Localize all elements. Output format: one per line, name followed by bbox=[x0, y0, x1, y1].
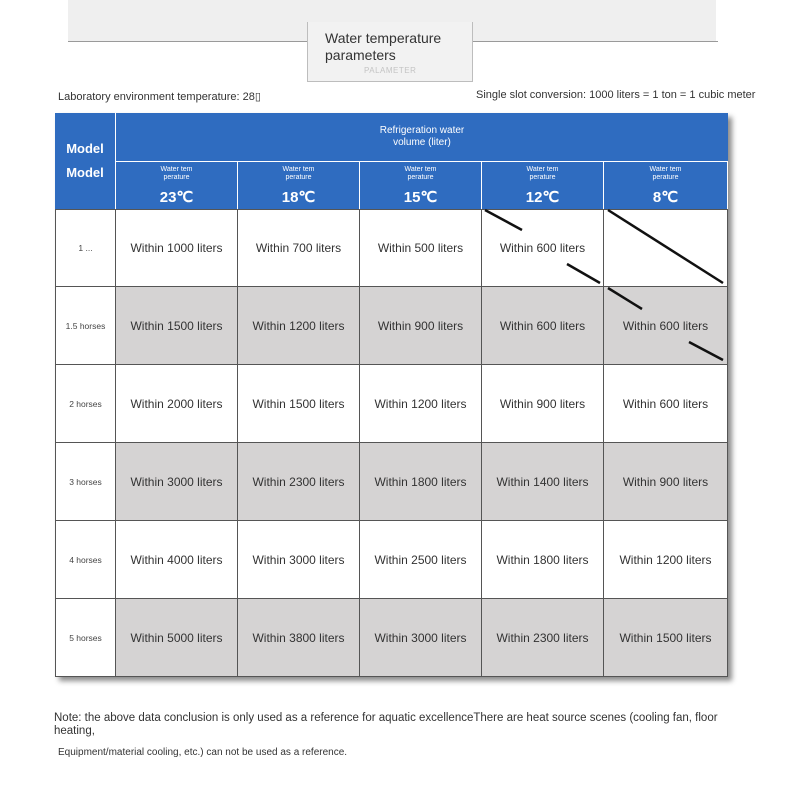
temperature-header-1 bbox=[238, 162, 360, 209]
row-model-label: 4 horses bbox=[55, 521, 116, 599]
temperature-header-label: Water tem perature bbox=[160, 166, 193, 181]
table-cell: Within 3000 liters bbox=[360, 599, 482, 677]
temperature-header-0 bbox=[116, 162, 238, 209]
table-cell: Within 1200 liters bbox=[360, 365, 482, 443]
table-cell: Within 700 liters bbox=[238, 209, 360, 287]
table-cell: Within 600 liters bbox=[604, 365, 728, 443]
footnote-line-2: Equipment/material cooling, etc.) can not be used as a reference. bbox=[58, 747, 348, 758]
header-rule-right bbox=[472, 41, 718, 42]
table-cell: Within 500 liters bbox=[360, 209, 482, 287]
table-cell: Within 600 liters bbox=[482, 209, 604, 287]
table-cell: Within 1400 liters bbox=[482, 443, 604, 521]
temperature-header-value: 12℃ bbox=[525, 189, 560, 206]
temperature-header-value: 18℃ bbox=[281, 189, 316, 206]
model-header bbox=[55, 113, 116, 209]
row-model-label: 1.5 horses bbox=[55, 287, 116, 365]
table-cell: Within 3000 liters bbox=[238, 521, 360, 599]
table-cell: Within 1200 liters bbox=[604, 521, 728, 599]
row-model-label: 2 horses bbox=[55, 365, 116, 443]
temperature-header-2 bbox=[360, 162, 482, 209]
table-cell: Within 600 liters bbox=[482, 287, 604, 365]
volume-header-label: Refrigeration water volume (liter) bbox=[379, 125, 465, 148]
title-box bbox=[307, 22, 473, 82]
footnote-line-1: Note: the above data conclusion is only used as a reference for aquatic excellenceThere are heat source scenes (cooling fan, floor heating, bbox=[54, 712, 718, 737]
table-cell: Within 600 liters bbox=[604, 287, 728, 365]
temperature-header-label: Water tem perature bbox=[526, 166, 559, 181]
row-model-label: 5 horses bbox=[55, 599, 116, 677]
temperature-header-value: 8℃ bbox=[652, 189, 679, 206]
table-cell: Within 900 liters bbox=[360, 287, 482, 365]
table-cell: Within 1500 liters bbox=[116, 287, 238, 365]
table-cell: Within 900 liters bbox=[482, 365, 604, 443]
temperature-header-3 bbox=[482, 162, 604, 209]
volume-header bbox=[116, 113, 728, 162]
row-model-label: 3 horses bbox=[55, 443, 116, 521]
temperature-header-label: Water tem perature bbox=[404, 166, 437, 181]
model-header-label-1: Model bbox=[66, 141, 104, 156]
table-cell: Within 1800 liters bbox=[482, 521, 604, 599]
table-cell: Within 2000 liters bbox=[116, 365, 238, 443]
table-cell: Within 5000 liters bbox=[116, 599, 238, 677]
table-cell: Within 3000 liters bbox=[116, 443, 238, 521]
table-cell: Within 1500 liters bbox=[238, 365, 360, 443]
temperature-header-label: Water tem perature bbox=[282, 166, 315, 181]
table-cell: Within 1000 liters bbox=[116, 209, 238, 287]
table-cell: Within 3800 liters bbox=[238, 599, 360, 677]
table-cell: Within 2300 liters bbox=[238, 443, 360, 521]
table-cell: Within 1200 liters bbox=[238, 287, 360, 365]
parameter-table bbox=[55, 113, 728, 677]
page-title: Water temperature parameters bbox=[325, 30, 442, 63]
table-cell: Within 2500 liters bbox=[360, 521, 482, 599]
table-cell: Within 1800 liters bbox=[360, 443, 482, 521]
row-model-label: 1 ... bbox=[55, 209, 116, 287]
page-title-subtext: PALAMETER bbox=[364, 66, 417, 75]
temperature-header-value: 15℃ bbox=[403, 189, 438, 206]
temperature-header-4 bbox=[604, 162, 728, 209]
table-cell: Within 1500 liters bbox=[604, 599, 728, 677]
lab-temperature-note: Laboratory environment temperature: 28▯ bbox=[58, 91, 261, 103]
header-rule-left bbox=[68, 41, 308, 42]
table-cell: Within 900 liters bbox=[604, 443, 728, 521]
table-cell: Within 4000 liters bbox=[116, 521, 238, 599]
conversion-note: Single slot conversion: 1000 liters = 1 ton = 1 cubic meter bbox=[476, 89, 756, 101]
table-cell: Within 2300 liters bbox=[482, 599, 604, 677]
table-cell bbox=[604, 209, 728, 287]
temperature-header-value: 23℃ bbox=[159, 189, 194, 206]
temperature-header-label: Water tem perature bbox=[649, 166, 682, 181]
model-header-label-2: Model bbox=[66, 165, 104, 180]
